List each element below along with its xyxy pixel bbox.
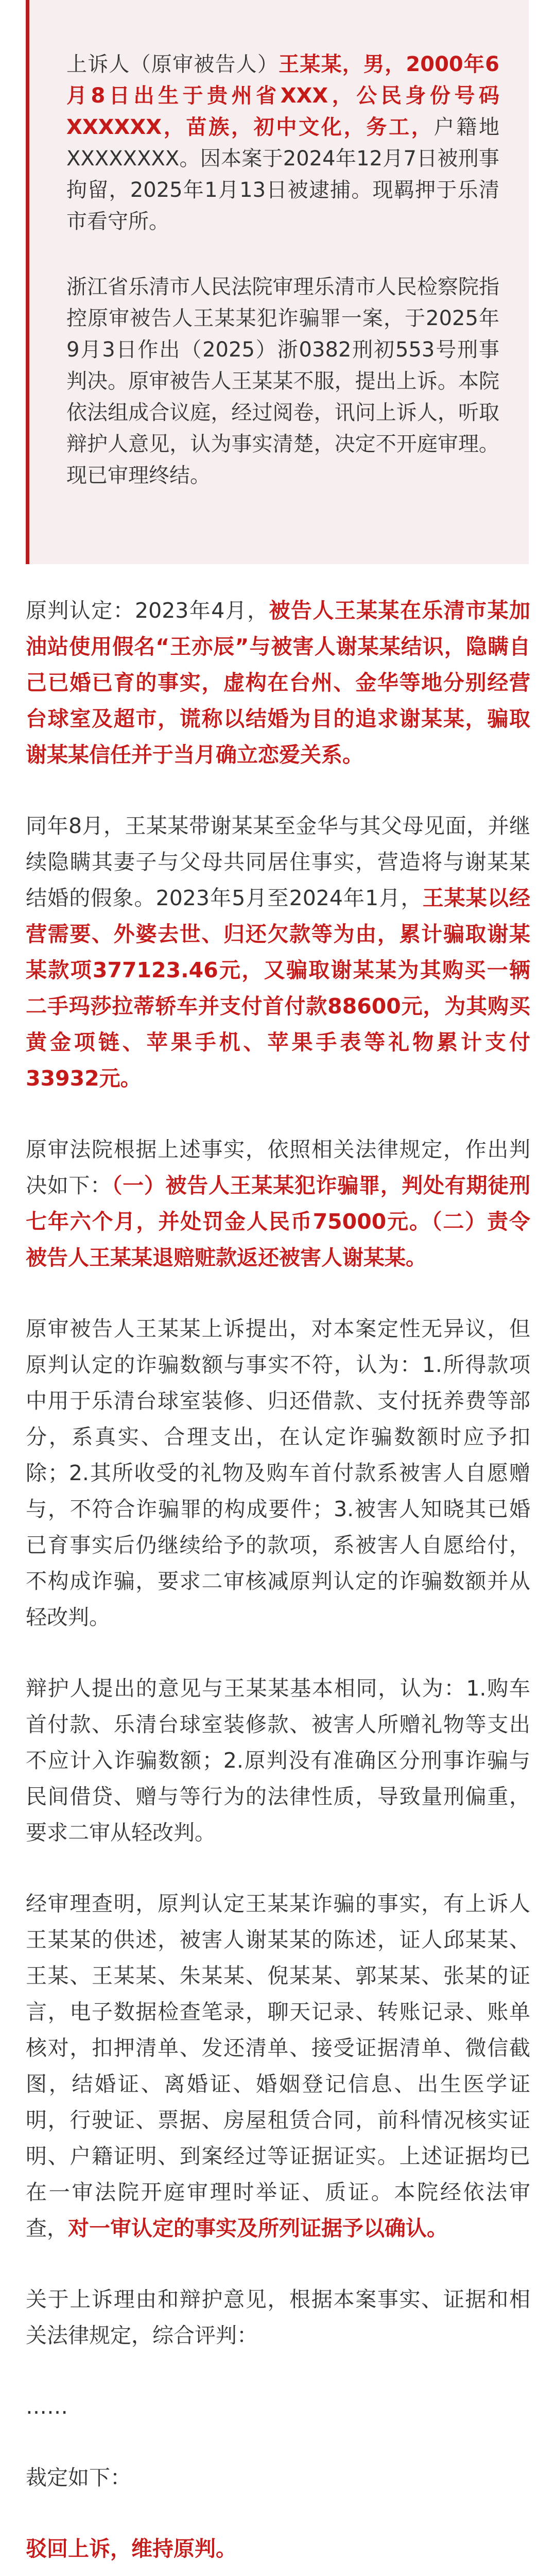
appeal-grounds-text: 原审被告人王某某上诉提出，对本案定性无异议，但原判认定的诈骗数额与事实不符，认为：1.所得款项中用于乐清台球室装修、归还借款、支付抚养费等部分，系真实、合理支出，在认定诈骗数额时应予扣除；2.其所收受的礼物及购车首付款系被害人自愿赠与，不符合诈骗罪的构成要件；3.被害人知晓其已婚已育事实后仍继续给予的款项，系被害人自愿给付，不构成诈骗，要求二审核减原判认定的诈骗数额并从轻改判。 — [26, 1316, 530, 1630]
appellant-info — [66, 49, 499, 238]
verdict-intro: 原审法院根据上述事实，依照相关法律规定，作出判决如下： — [26, 1137, 530, 1198]
ruling-result — [26, 2531, 530, 2567]
ruling-intro — [26, 2460, 530, 2496]
defense-opinion — [26, 1670, 530, 1851]
appeal-grounds — [26, 1311, 530, 1635]
verdict-highlight: （一）被告人王某某犯诈骗罪，判处有期徒刑七年六个月，并处罚金人民币75000元。（二）责令被告人王某某退赔赃款返还被害人谢某某。 — [26, 1173, 531, 1270]
ellipsis — [26, 2388, 530, 2425]
ruling-result-text: 驳回上诉，维持原判。 — [26, 2536, 237, 2561]
defense-opinion-text: 辩护人提出的意见与王某某基本相同，认为：1.购车首付款、乐清台球室装修款、被害人所赠礼物等支出不应计入诈骗数额；2.原判没有准确区分刑事诈骗与民间借贷、赠与等行为的法律性质，导致量刑偏重，要求二审从轻改判。 — [26, 1676, 530, 1845]
fraud-context: 同年8月，王某某带谢某某至金华与其父母见面，并继续隐瞒其妻子与父母共同居住事实，营造将与谢某某结婚的假象。2023年5月至2024年1月， — [26, 814, 530, 910]
original-verdict — [26, 1131, 530, 1276]
ruling-intro-text: 裁定如下： — [26, 2465, 131, 2490]
appellant-identity: 王某某，男，2000年6月8日出生于贵州省XXX，公民身份号码XXXXXX，苗族，初中文化，务工， — [66, 53, 500, 139]
original-judgment-finding — [26, 592, 530, 773]
retrial-findings — [26, 1886, 530, 2246]
ellipsis-text: …… — [26, 2394, 68, 2419]
evaluation-intro — [26, 2281, 530, 2353]
appellant-detention: 户籍地XXXXXXXX。因本案于2024年12月7日被刑事拘留，2025年1月13日被逮捕。现羁押于乐清市看守所。 — [66, 115, 499, 233]
fraud-amount-paragraph — [26, 808, 530, 1096]
fraud-amount-highlight: 王某某以经营需要、外婆去世、归还欠款等为由，累计骗取谢某某款项377123.46元，又骗取谢某某为其购买一辆二手玛莎拉蒂轿车并支付首付款88600元，为其购买黄金项链、苹果手机、苹果手表等礼物累计支付33932元。 — [26, 886, 531, 1091]
appellant-label: 上诉人（原审被告人） — [66, 53, 279, 76]
evaluation-intro-text: 关于上诉理由和辩护意见，根据本案事实、证据和相关法律规定，综合评判： — [26, 2287, 530, 2348]
judgment-body — [26, 592, 530, 2576]
retrial-findings-text: 经审理查明，原判认定王某某诈骗的事实，有上诉人王某某的供述，被害人谢某某的陈述，证人邱某某、王某、王某某、朱某某、倪某某、郭某某、张某的证言，电子数据检查笔录，聊天记录、转账记录、账单核对，扣押清单、发还清单、接受证据清单、微信截图，结婚证、离婚证、婚姻登记信息、出生医学证明，行驶证、票据、房屋租赁合同，前科情况核实证明、户籍证明、到案经过等证据证实。上述证据均已在一审法院开庭审理时举证、质证。本院经依法审查， — [26, 1891, 530, 2241]
case-procedure-text: 浙江省乐清市人民法院审理乐清市人民检察院指控原审被告人王某某犯诈骗罪一案，于2025年9月3日作出（2025）浙0382刑初553号刑事判决。原审被告人王某某不服，提出上诉。本院依法组成合议庭，经过阅卷，讯问上诉人，听取辩护人意见，认为事实清楚，决定不开庭审理。现已审理终结。 — [66, 275, 499, 487]
case-summary-box — [26, 0, 529, 564]
finding-highlight: 被告人王某某在乐清市某加油站使用假名“王亦辰”与被害人谢某某结识，隐瞒自己已婚已育的事实，虚构在台州、金华等地分别经营台球室及超市，谎称以结婚为目的追求谢某某，骗取谢某某信任并于当月确立恋爱关系。 — [26, 598, 530, 767]
case-procedure — [66, 272, 499, 492]
finding-intro: 原判认定：2023年4月， — [26, 598, 269, 623]
retrial-findings-highlight: 对一审认定的事实及所列证据予以确认。 — [68, 2216, 448, 2241]
